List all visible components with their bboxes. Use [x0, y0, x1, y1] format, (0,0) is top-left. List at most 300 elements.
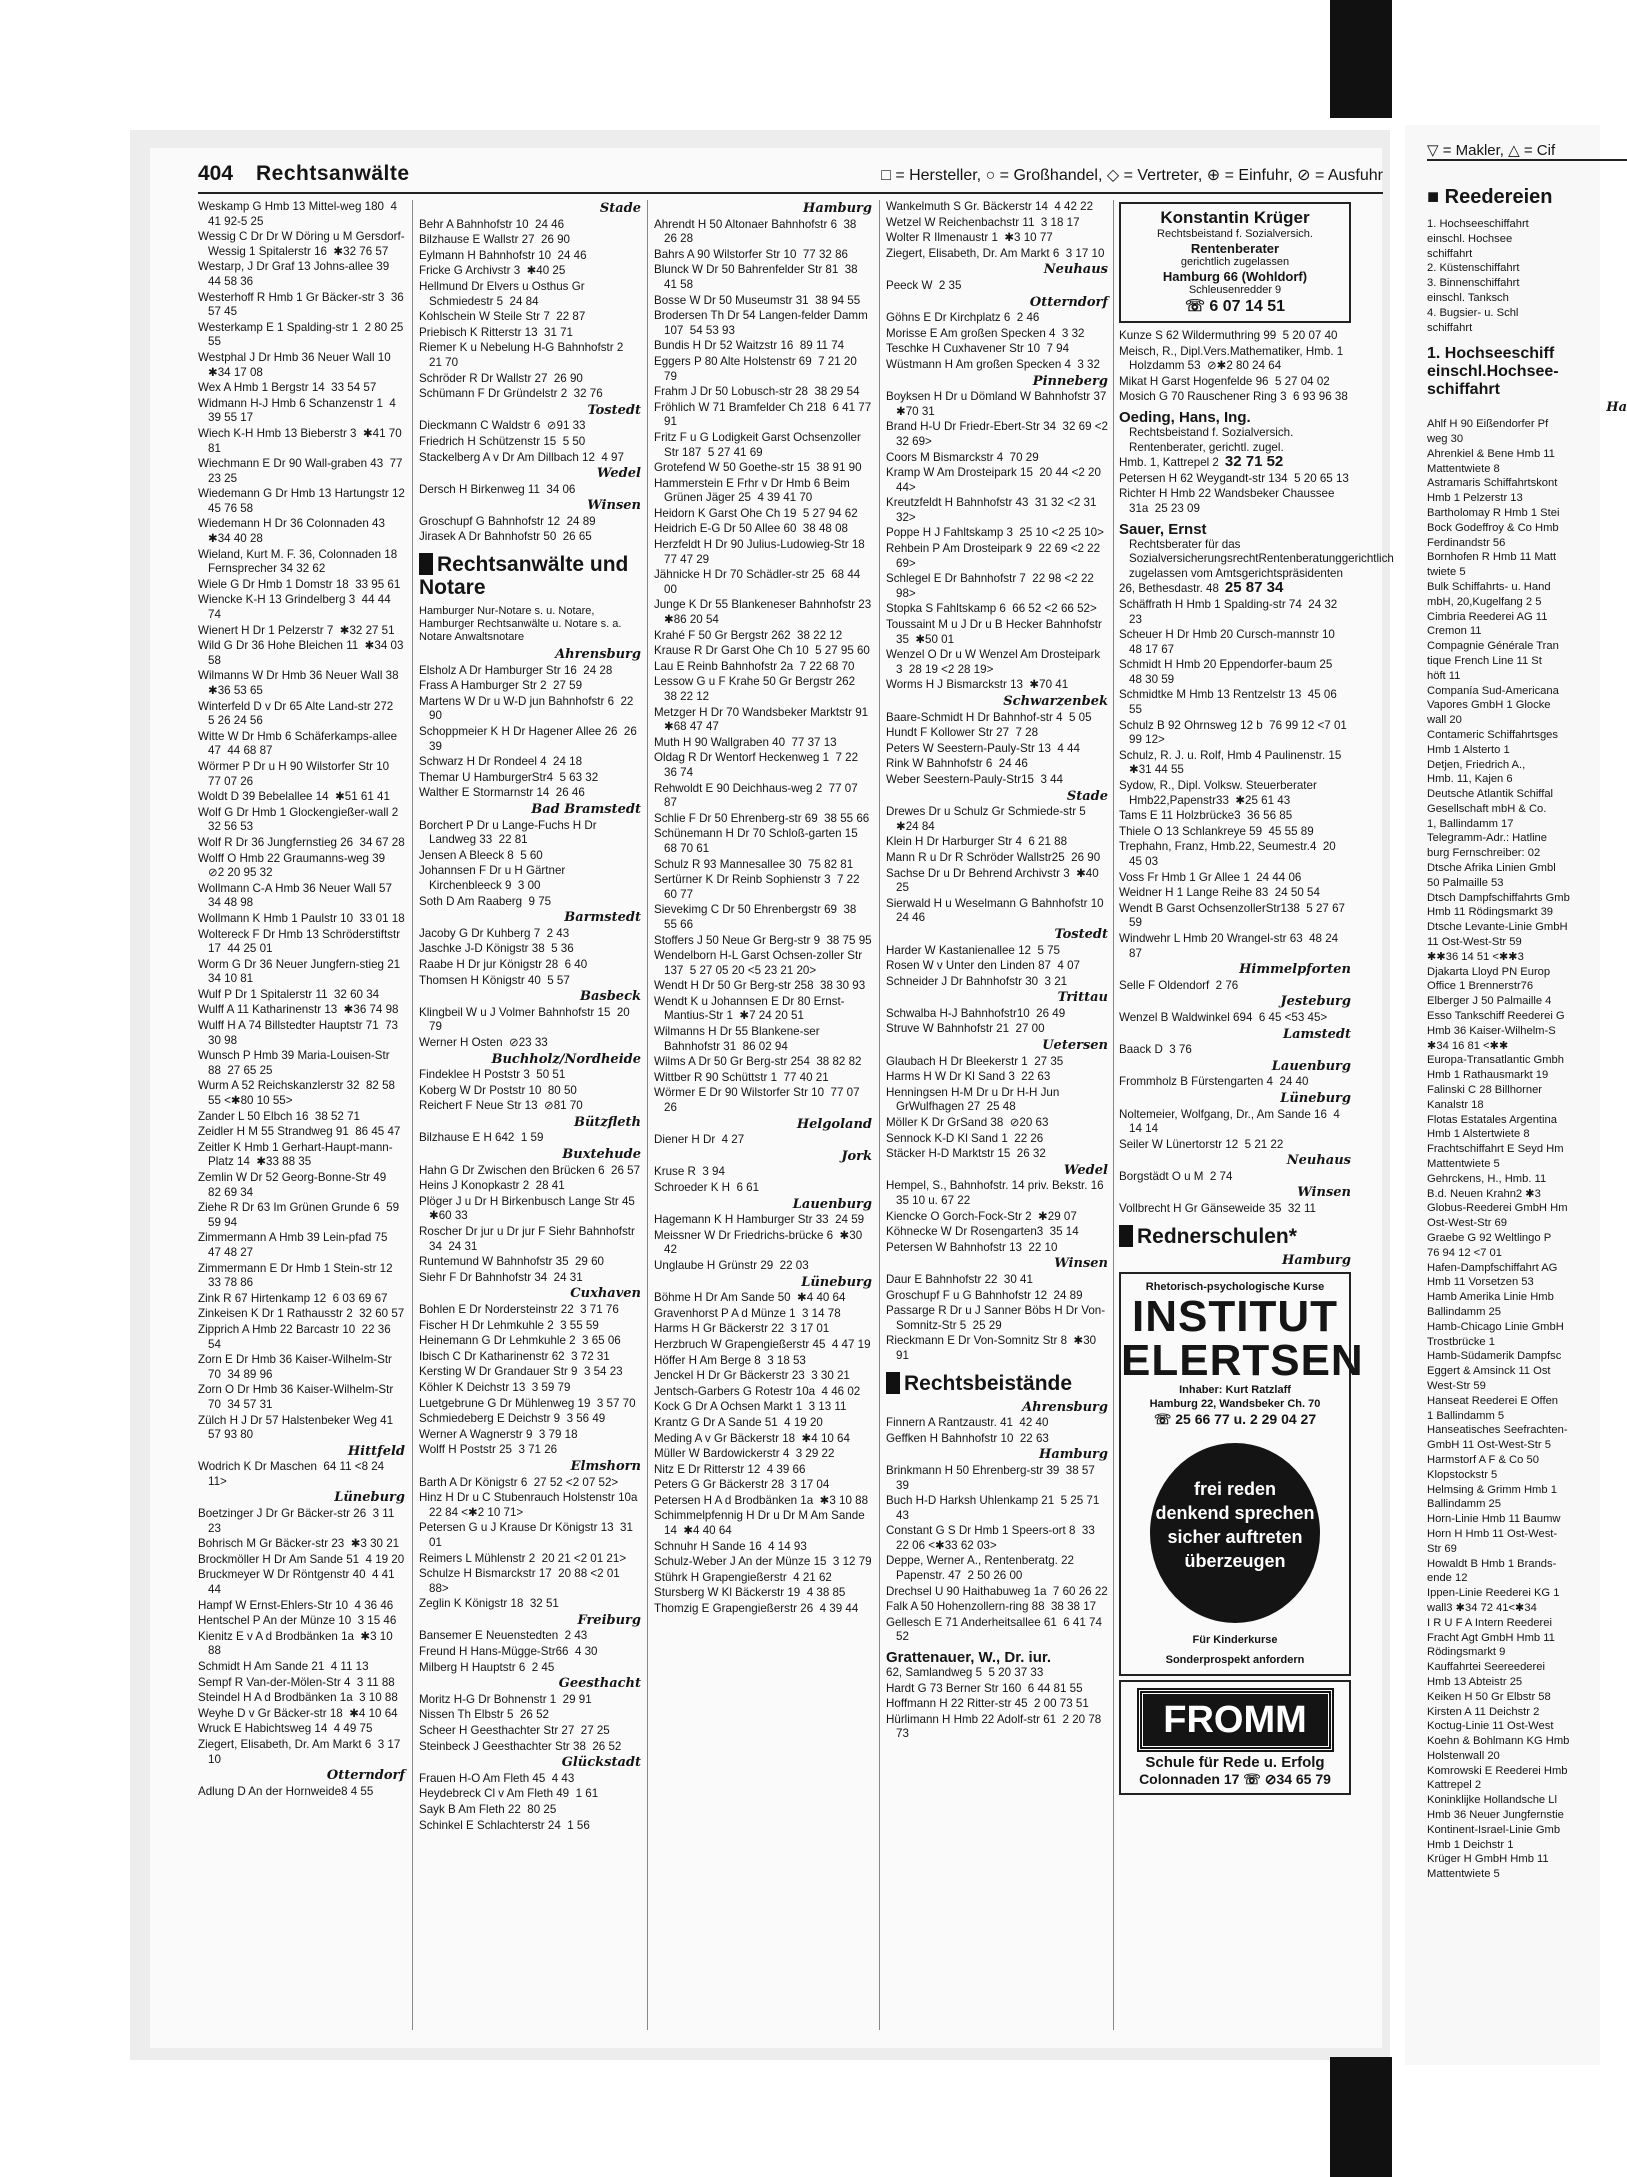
directory-entry: Ippen-Linie Reederei KG 1 [1427, 1587, 1560, 1600]
directory-entry: Borgstädt O u M 2 74 [1119, 1169, 1233, 1183]
directory-entry: Runtemund W Bahnhofstr 35 29 60 [419, 1255, 604, 1269]
directory-entry: Hanseatisches Seefrachten- [1427, 1424, 1568, 1437]
directory-entry: Frommholz B Fürstengarten 4 24 40 [1119, 1075, 1309, 1089]
place-heading: Buchholz/Nordheide [491, 1051, 641, 1067]
directory-entry: Mattentwiete 5 [1427, 1158, 1500, 1171]
directory-entry: Schwalba H-J Bahnhofstr10 26 49 [886, 1006, 1066, 1020]
directory-entry: Mikat H Garst Hogenfelde 96 5 27 04 02 [1119, 374, 1330, 388]
directory-entry: Kruse R 3 94 [654, 1165, 725, 1179]
directory-entry: Wolff H Poststr 25 3 71 26 [419, 1443, 558, 1457]
directory-entry: Glaubach H Dr Bleekerstr 1 27 35 [886, 1054, 1064, 1068]
directory-entry: Geffken H Bahnhofstr 10 22 63 [886, 1431, 1049, 1445]
directory-entry: Horn H Hmb 11 Ost-West- [1427, 1527, 1558, 1540]
directory-entry: Wolf R Dr 36 Jungfernstieg 26 34 67 28 [198, 835, 405, 849]
directory-entry: Rieckmann E Dr Von-Somnitz Str 8 ✱30 91 [886, 1334, 1100, 1362]
directory-entry: Ibisch C Dr Katharinenstr 62 3 72 31 [419, 1349, 610, 1363]
category-marker [886, 1372, 900, 1394]
directory-entry: Sempf R Van-der-Mölen-Str 4 3 11 88 [198, 1675, 395, 1689]
directory-entry: Coors M Bismarckstr 4 70 29 [886, 450, 1039, 464]
directory-entry: Voss Fr Hmb 1 Gr Allee 1 24 44 06 [1119, 870, 1302, 884]
directory-entry: Wiedemann G Dr Hmb 13 Hartungstr 12 45 76 58 [198, 487, 412, 515]
directory-entry: Wittber R 90 Schüttstr 1 77 40 21 [654, 1070, 829, 1084]
directory-entry: Worm G Dr 36 Neuer Jungfern-stieg 21 34 10 81 [198, 957, 407, 986]
directory-entry: Hardt G 73 Berner Str 160 6 44 81 55 [886, 1681, 1083, 1695]
ad-fromm [1119, 1680, 1351, 1795]
directory-entry: Scheuer H Dr Hmb 20 Cursch-mannstr 10 48 17 67 [1119, 628, 1342, 656]
directory-entry: Kattrepel 2 [1427, 1779, 1482, 1792]
directory-entry: Wiencke K-H 13 Grindelberg 3 44 44 74 [198, 593, 394, 622]
directory-entry: Cimbria Reederei AG 11 [1427, 610, 1548, 623]
directory-entry: Wienert H Dr 1 Pelzerstr 7 ✱32 27 51 [198, 623, 395, 637]
place-heading: Otterndorf [1029, 294, 1108, 310]
directory-entry: Nitz E Dr Ritterstr 12 4 39 66 [654, 1462, 806, 1476]
ad-owner: Inhaber: Kurt Ratzlaff [1179, 1383, 1291, 1396]
place-heading: Otterndorf [326, 1768, 405, 1784]
directory-entry: Hmb 11 Vorsetzen 53 [1427, 1276, 1534, 1289]
place-heading: Schwarzenbek [1003, 694, 1108, 709]
directory-entry: Zimmermann A Hmb 39 Lein-pfad 75 47 48 27 [198, 1231, 394, 1259]
place-heading: Jesteburg [1280, 994, 1351, 1010]
directory-entry: Wiele G Dr Hmb 1 Domstr 18 33 95 61 [198, 577, 401, 591]
directory-entry: Sayk B Am Fleth 22 80 25 [419, 1803, 557, 1816]
place-heading: Basbeck [579, 989, 641, 1005]
right-section-title: ■ Reedereien [1427, 186, 1553, 208]
directory-entry: Schmidt H Am Sande 21 4 11 13 [198, 1660, 369, 1673]
directory-entry: Deutsche Atlantik Schiffal [1427, 788, 1554, 801]
directory-entry: Schulz, R. J. u. Rolf, Hmb 4 Paulinenstr. 15 ✱31 44 55 [1119, 748, 1348, 777]
directory-entry: Hmb 1 Rathausmarkt 19 [1427, 1069, 1549, 1082]
directory-entry: Trephahn, Franz, Hmb.22, Seumestr.4 20 45 03 [1119, 840, 1339, 868]
advertiser-name: Sauer, Ernst [1119, 520, 1207, 538]
directory-entry: Metzger H Dr 70 Wandsbeker Marktstr 91 ✱68 47 47 [654, 705, 875, 734]
directory-entry: Wodrich K Dr Maschen 64 11 <8 24 11> [198, 1460, 388, 1488]
place-heading: Ahrensburg [1022, 1399, 1108, 1415]
directory-entry: Horn-Linie Hmb 11 Baumw [1427, 1513, 1561, 1526]
directory-entry: Flotas Estatales Argentina [1427, 1113, 1557, 1126]
directory-entry: Wolf G Dr Hmb 1 Glockengießer-wall 2 32 56 53 [198, 805, 405, 834]
directory-entry: Wiechmann E Dr 90 Wall-graben 43 77 23 25 [198, 457, 406, 485]
directory-entry: Unglaube H Grünstr 29 22 03 [654, 1258, 809, 1272]
directory-entry: Harms H W Dr Kl Sand 3 22 63 [886, 1070, 1051, 1084]
place-heading: Bützfleth [573, 1114, 641, 1130]
directory-entry: Blunck W Dr 50 Bahrenfelder Str 81 38 41 58 [654, 263, 861, 291]
directory-entry: Heidrich E-G Dr 50 Allee 60 38 48 08 [654, 522, 848, 536]
directory-entry: Bansemer E Neuenstedten 2 43 [419, 1629, 588, 1643]
directory-entry: Zander L 50 Elbch 16 38 52 71 [198, 1109, 361, 1123]
directory-entry: Hmb 13 Abteistr 25 [1427, 1675, 1523, 1688]
directory-entry: Eylmann H Bahnhofstr 10 24 46 [419, 248, 587, 262]
directory-entry: Windwehr L Hmb 20 Wrangel-str 63 48 24 87 [1119, 931, 1342, 960]
directory-entry: 1 Ballindamm 5 [1427, 1409, 1505, 1422]
ad-line: Hmb. 1, Kattrepel 2 [1119, 456, 1219, 470]
directory-entry: Ziegert, Elisabeth, Dr. Am Markt 6 3 17 10 [886, 246, 1105, 260]
directory-entry: ✱✱36 14 51 <✱✱3 [1427, 950, 1524, 963]
directory-entry: Bahrs A 90 Wilstorfer Str 10 77 32 86 [654, 247, 848, 261]
directory-entry: Oldag R Dr Wentorf Heckenweg 1 7 22 36 74 [654, 751, 862, 779]
category-list-item: 1. Hochseeschiffahrt [1427, 218, 1529, 230]
category-list-item: 3. Binnenschiffahrt [1427, 277, 1520, 290]
directory-entry: Mosich G 70 Rauschener Ring 3 6 93 96 38 [1119, 390, 1348, 404]
directory-entry: Stäcker H-D Marktstr 15 26 32 [886, 1147, 1046, 1161]
directory-entry: Boetzinger J Dr Gr Bäcker-str 26 3 11 23 [198, 1507, 398, 1535]
directory-entry: Klopstockstr 5 [1427, 1468, 1498, 1481]
directory-entry: Jähnicke H Dr 70 Schädler-str 25 68 44 00 [654, 568, 864, 596]
directory-entry: Brand H-U Dr Friedr-Ebert-Str 34 32 69 <2 32 69> [886, 420, 1112, 448]
place-heading: Cuxhaven [570, 1286, 641, 1302]
directory-entry: Komrowski E Reederei Hmb [1427, 1764, 1568, 1777]
place-heading: Hamburg [1039, 1447, 1108, 1463]
directory-entry: Westerhoff R Hmb 1 Gr Bäcker-str 3 36 57 45 [198, 290, 407, 319]
directory-entry: Thomzig E Grapengießerstr 26 4 39 44 [654, 1602, 859, 1616]
directory-entry: Detjen, Friedrich A., [1427, 758, 1526, 771]
directory-entry: Teschke H Cuxhavener Str 10 7 94 [886, 342, 1070, 356]
directory-entry: Str 69 [1427, 1542, 1457, 1555]
directory-entry: Frachtschiffahrt E Seyd Hm [1427, 1143, 1564, 1156]
directory-entry: 76 94 12 <7 01 [1427, 1246, 1502, 1259]
directory-entry: Walther E Stormarnstr 14 26 46 [419, 786, 585, 800]
place-heading: Stade [1066, 788, 1108, 804]
directory-entry: Göhns E Dr Kirchplatz 6 2 46 [886, 311, 1040, 325]
directory-entry: Mattentwiete 8 [1427, 462, 1500, 475]
category-marker [419, 553, 433, 575]
directory-entry: Hamb-Chicago Linie GmbH [1427, 1320, 1564, 1333]
directory-entry: Roscher Dr jur u Dr jur F Siehr Bahnhofstr 34 24 31 [419, 1225, 639, 1253]
directory-entry: Seiler W Lünertorstr 12 5 21 22 [1119, 1137, 1284, 1151]
directory-entry: Bornhofen R Hmb 11 Matt [1427, 551, 1557, 564]
directory-entry: Wild G Dr 36 Hohe Bleichen 11 ✱34 03 58 [198, 639, 407, 667]
directory-entry: Frass A Hamburger Str 2 27 59 [419, 679, 583, 693]
place-heading: Lüneburg [334, 1490, 405, 1506]
directory-entry: Kramp W Am Drosteipark 15 20 44 <2 20 44> [886, 466, 1105, 494]
column-divider [879, 200, 880, 2030]
directory-entry: Priebisch K Ritterstr 13 31 71 [419, 325, 574, 339]
page-number: 404 [198, 162, 234, 185]
directory-entry: Lau E Reinb Bahnhofstr 2a 7 22 68 70 [654, 659, 855, 673]
directory-entry: Brockmöller H Dr Am Sande 51 4 19 20 [198, 1552, 405, 1566]
place-heading: Winsen [587, 498, 641, 514]
directory-entry: Hmb 1 Alstertwiete 8 [1427, 1128, 1530, 1141]
directory-entry: Schulz B 92 Ohrnsweg 12 b 76 99 12 <7 01 99 12> [1119, 718, 1351, 747]
place-heading: Pinneberg [1032, 373, 1108, 389]
directory-entry: Raabe H Dr jur Königstr 28 6 40 [419, 957, 588, 971]
directory-entry: Bulk Schiffahrts- u. Hand [1427, 580, 1551, 593]
place-heading: Hamburg [803, 201, 872, 216]
directory-entry: Ziehe R Dr 63 Im Grünen Grunde 6 59 59 94 [198, 1201, 403, 1229]
ad-slogan: Schule für Rede u. Erfolg [1145, 1753, 1325, 1771]
directory-entry: Wendelborn H-L Garst Ochsen-zoller Str 137 5 27 05 20 <5 23 21 20> [654, 949, 866, 977]
directory-entry: Milberg H Hauptstr 6 2 45 [419, 1660, 555, 1674]
directory-entry: Sierwald H u Weselmann G Bahnhofstr 10 24 46 [886, 896, 1111, 925]
directory-entry: Junge K Dr 55 Blankeneser Bahnhofstr 23 ✱86 20 54 [654, 598, 878, 627]
directory-entry: Reimers L Mühlenstr 2 20 21 <2 01 21> [419, 1551, 627, 1565]
directory-entry: 62, Samlandweg 5 5 20 37 33 [886, 1666, 1044, 1680]
slogan-line: denkend sprechen [1155, 1502, 1315, 1523]
directory-entry: Eggert & Amsinck 11 Ost [1427, 1365, 1551, 1378]
place-heading: Buxtehude [562, 1147, 641, 1163]
directory-entry: Office 1 Brennerstr76 [1427, 980, 1534, 993]
category-title: Rechtsanwälte und Notare [419, 553, 629, 600]
directory-entry: Krause R Dr Garst Ohe Ch 10 5 27 95 60 [654, 644, 870, 658]
entry-oeding [1119, 409, 1351, 471]
directory-entry: Schwarz H Dr Rondeel 4 24 18 [419, 755, 583, 769]
directory-entry: Zink R 67 Hirtenkamp 12 6 03 69 67 [198, 1291, 388, 1305]
directory-entry: Reichert F Neue Str 13 ⊘81 70 [419, 1099, 583, 1113]
directory-entry: 1, Ballindamm 17 [1427, 817, 1514, 830]
directory-entry: Struve W Bahnhofstr 21 27 00 [886, 1022, 1045, 1036]
place-heading: Stade [599, 201, 641, 216]
column-4 [886, 200, 1113, 2030]
directory-entry: Bohrisch M Gr Bäcker-str 23 ✱3 30 21 [198, 1537, 400, 1551]
directory-entry: Petersen H A d Brodbänken 1a ✱3 10 88 [654, 1493, 869, 1507]
right-page-column [1427, 185, 1627, 1882]
directory-entry: Daur E Bahnhofstr 22 30 41 [886, 1272, 1033, 1286]
directory-entry: Böhme H Dr Am Sande 50 ✱4 40 64 [654, 1291, 846, 1305]
directory-entry: Witte W Dr Hmb 6 Schäferkamps-allee 47 44 68 87 [198, 729, 401, 758]
directory-entry: I R U F A Intern Reederei [1427, 1616, 1552, 1629]
place-heading: Freiburg [577, 1612, 641, 1628]
directory-entry: Koehn & Bohlmann KG Hmb [1427, 1735, 1570, 1748]
slogan-line: frei reden [1193, 1478, 1277, 1499]
directory-entry: Frauen H-O Am Fleth 45 4 43 [419, 1771, 575, 1785]
directory-entry: Schulz-Weber J An der Münze 15 3 12 79 [654, 1555, 872, 1569]
directory-entry: 11 Ost-West-Str 59 [1427, 936, 1522, 949]
directory-entry: Finnern A Rantzaustr. 41 42 40 [886, 1416, 1049, 1430]
directory-entry: Wüstmann H Am großen Specken 4 3 32 [886, 357, 1100, 371]
directory-entry: Fröhlich W 71 Bramfelder Ch 218 6 41 77 91 [654, 400, 875, 429]
directory-entry: Fricke G Archivstr 3 ✱40 25 [419, 264, 566, 278]
directory-entry: Sievekimg C Dr 50 Ehrenbergstr 69 38 55 66 [654, 903, 860, 931]
directory-entry: Koctug-Linie 11 Ost-West [1427, 1720, 1554, 1733]
category-list-item: schiffahrt [1427, 321, 1473, 334]
category-list [1427, 217, 1627, 335]
directory-entry: Rink W Bahnhofstr 6 24 46 [886, 757, 1028, 771]
directory-entry: Wilms A Dr 50 Gr Berg-str 254 38 82 82 [654, 1055, 862, 1069]
ad-footer: Sonderprospekt anfordern [1165, 1654, 1305, 1667]
right-page-header: ▽ = Makler, △ = Cif [1427, 141, 1627, 161]
directory-entry: Dtsche Afrika Linien Gmbl [1427, 862, 1556, 875]
directory-entry: Hmb 1 Alsterto 1 [1427, 743, 1510, 756]
directory-entry: Mann R u Dr R Schröder Wallstr25 26 90 [886, 850, 1101, 864]
place-heading: Lüneburg [1280, 1090, 1351, 1106]
directory-entry: Zorn O Dr Hmb 36 Kaiser-Wilhelm-Str 70 34 57 31 [198, 1383, 397, 1411]
directory-entry: Jentsch-Garbers G Rotestr 10a 4 46 02 [654, 1384, 861, 1398]
ad-line: gerichtlich zugelassen vom Amtsgerichtspräsidenten [1129, 552, 1398, 580]
slogan-line: überzeugen [1184, 1550, 1286, 1571]
ad-line: 26, Bethesdastr. 48 [1119, 582, 1219, 596]
directory-entry: Jaschke J-D Königstr 38 5 36 [419, 942, 574, 956]
place-heading: Uetersen [1042, 1038, 1108, 1054]
ad-title: ELERTSEN [1121, 1335, 1364, 1385]
directory-entry: Gehrckens, H., Hmb. 11 [1427, 1172, 1547, 1185]
directory-entry: Wex A Hmb 1 Bergstr 14 33 54 57 [198, 381, 377, 395]
category-list-item: einschl. Tanksch [1427, 291, 1509, 304]
directory-entry: 50 Palmaille 53 [1427, 876, 1504, 889]
directory-entry: Meding A v Gr Bäckerstr 18 ✱4 10 64 [654, 1431, 850, 1445]
directory-entry: Fracht Agt GmbH Hmb 11 [1427, 1631, 1555, 1644]
place-heading: Ha [1606, 400, 1627, 416]
directory-entry: Frahm J Dr 50 Lobusch-str 28 38 29 54 [654, 385, 860, 399]
place-heading: Ahrensburg [555, 647, 641, 663]
directory-entry: Hentschel P An der Münze 10 3 15 46 [198, 1614, 397, 1628]
directory-entry: Schinkel E Schlachterstr 24 1 56 [419, 1818, 590, 1832]
place-heading: Neuhaus [1286, 1153, 1351, 1169]
book-page-left [150, 148, 1398, 2048]
directory-entry: Cremon 11 [1427, 625, 1482, 638]
directory-entry: Sachse Dr u Dr Behrend Archivstr 3 ✱40 25 [886, 866, 1102, 895]
directory-entry: Bilzhause E Wallstr 27 26 90 [419, 233, 571, 247]
directory-entry: Schröder R Dr Wallstr 27 26 90 [419, 371, 583, 385]
directory-entry: ende 12 [1427, 1572, 1468, 1585]
ad-address: Colonnaden 17 [1139, 1771, 1240, 1788]
directory-entry: Sydow, R., Dipl. Volksw. Steuerberater Hmb22,Papenstr33 ✱25 61 43 [1119, 779, 1321, 807]
place-heading: Lauenburg [1271, 1058, 1351, 1074]
category-list-item: schiffahrt [1427, 247, 1473, 260]
advertiser-name: Oeding, Hans, Ing. [1119, 408, 1251, 426]
ad-line: Schleusenredder 9 [1188, 284, 1282, 296]
directory-entry: Dieckmann C Waldstr 6 ⊘91 33 [419, 419, 586, 433]
category-heading [886, 1372, 1108, 1395]
directory-entry: Hundt F Kollower Str 27 7 28 [886, 726, 1039, 740]
directory-entry: Hoffmann H 22 Ritter-str 45 2 00 73 51 [886, 1697, 1089, 1711]
directory-entry: Bosse W Dr 50 Museumstr 31 38 94 55 [654, 293, 861, 307]
directory-entry: Kienitz E v A d Brodbänken 1a ✱3 10 88 [198, 1629, 396, 1658]
directory-entry: Wendt B Garst OchsenzollerStr138 5 27 67 59 [1119, 901, 1349, 930]
directory-columns [198, 200, 1398, 2030]
ad-tagline: Rhetorisch-psychologische Kurse [1145, 1281, 1325, 1294]
directory-entry: Hellmund Dr Elvers u Osthus Gr Schmiedestr 5 24 84 [419, 279, 588, 308]
directory-entry: Petersen G u J Krause Dr Königstr 13 31 01 [419, 1521, 637, 1549]
directory-entry: Globus-Reederei GmbH Hm [1427, 1202, 1568, 1215]
directory-entry: Krahé F 50 Gr Bergstr 262 38 22 12 [654, 628, 843, 642]
ad-address-row [1119, 579, 1351, 597]
column-2 [419, 200, 644, 2030]
directory-entry: Bilzhause E H 642 1 59 [419, 1131, 544, 1145]
directory-entry: Gravenhorst P A d Münze 1 3 14 78 [654, 1306, 841, 1320]
directory-entry: Muth H 90 Wallgraben 40 77 37 13 [654, 735, 837, 749]
directory-entry: Schmidt H Hmb 20 Eppendorfer-baum 25 48 30 59 [1119, 658, 1339, 686]
category-list-item: 2. Küstenschiffahrt [1427, 262, 1520, 275]
directory-entry: Schimmelpfennig H Dr u Dr M Am Sande 14 ✱4 40 64 [654, 1509, 868, 1538]
place-heading: Neuhaus [1043, 262, 1108, 278]
ad-phone: 25 87 34 [1224, 579, 1284, 597]
directory-entry: Jenckel H Dr Gr Bäckerstr 23 3 30 21 [654, 1369, 850, 1383]
directory-entry: Compagnie Générale Tran [1427, 640, 1559, 653]
directory-entry: GmbH 11 Ost-West-Str 5 [1427, 1439, 1551, 1452]
directory-entry: Brodersen Th Dr 54 Langen-felder Damm 107 54 53 93 [654, 309, 871, 337]
place-heading: Himmelpforten [1239, 962, 1351, 978]
directory-entry: Kauffahrtei Seereederei [1427, 1661, 1545, 1674]
place-heading: Wedel [1063, 1162, 1108, 1178]
advertiser-name: Konstantin Krüger [1160, 208, 1310, 227]
directory-entry: Herzfeldt H Dr 90 Julius-Ludowieg-Str 18 77 47 29 [654, 538, 872, 566]
directory-entry: Wulf P Dr 1 Spitalerstr 11 32 60 34 [198, 987, 380, 1001]
directory-entry: Kock G Dr A Ochsen Markt 1 3 13 11 [654, 1400, 847, 1414]
directory-entry: Wolter R Ilmenaustr 1 ✱3 10 77 [886, 231, 1053, 245]
directory-entry: Contameric Schiffahrtsges [1427, 728, 1558, 741]
directory-entry: Höffer H Am Berge 8 3 18 53 [654, 1353, 806, 1367]
ad-institut-elertsen [1119, 1272, 1364, 1676]
directory-entry: Kreutzfeldt H Bahnhofstr 43 31 32 <2 31 32> [886, 496, 1100, 524]
directory-entry: Peters G Gr Bäckerstr 28 3 17 04 [654, 1478, 830, 1492]
directory-entry: Gellesch E 71 Anderheitsallee 61 6 41 74 52 [886, 1615, 1106, 1644]
directory-entry: Hmb 1 Pelzerstr 13 [1427, 492, 1523, 505]
directory-entry: Zeidler H M 55 Strandweg 91 86 45 47 [198, 1125, 401, 1139]
directory-entry: Schulz R 93 Mannesallee 30 75 82 81 [654, 857, 854, 871]
directory-entry: Hmb 36 Neuer Jungfernstie [1427, 1809, 1564, 1822]
directory-entry: Werner A Wagnerstr 9 3 79 18 [419, 1427, 578, 1441]
directory-entry: Herzbruch W Grapengießerstr 45 4 47 19 [654, 1337, 871, 1351]
directory-entry: Müller W Bardowickerstr 4 3 29 22 [654, 1447, 835, 1461]
place-heading: Helgoland [796, 1116, 872, 1132]
directory-entry: Stoffers J 50 Neue Gr Berg-str 9 38 75 95 [654, 933, 872, 947]
directory-entry: Hafen-Dampfschiffahrt AG [1427, 1261, 1558, 1274]
directory-entry: Hmb 1 Deichstr 1 [1427, 1838, 1514, 1851]
directory-entry: Westphal J Dr Hmb 36 Neuer Wall 10 ✱34 17 08 [198, 350, 398, 379]
directory-entry: Schroeder K H 6 61 [654, 1181, 760, 1194]
ad-phone: ☏ 25 66 77 u. 2 29 04 27 [1153, 1411, 1317, 1428]
directory-entry: Schümann F Dr Gründelstr 2 32 76 [419, 387, 603, 401]
directory-entry: Möller K Dr GrSand 38 ⊘20 63 [886, 1116, 1049, 1130]
column-divider [647, 200, 648, 2030]
directory-entry: Wessig C Dr Dr W Döring u M Gersdorf-Wessig 1 Spitalerstr 16 ✱32 76 57 [198, 230, 405, 258]
directory-entry: Baack D 3 76 [1119, 1043, 1192, 1057]
ad-line: Hamburg 66 (Wohldorf) [1162, 269, 1308, 284]
directory-entry: Graebe G 92 Weltlingo P [1427, 1232, 1552, 1244]
directory-entry: Harms H Gr Bäckerstr 22 3 17 01 [654, 1322, 830, 1336]
directory-entry: Holstenwall 20 [1427, 1749, 1500, 1762]
place-heading: Barmstedt [564, 910, 641, 926]
directory-entry: Klingbeil W u J Volmer Bahnhofstr 15 20 79 [419, 1005, 633, 1034]
directory-entry: Meisch, R., Dipl.Vers.Mathematiker, Hmb. 1 Holzdamm 53 ⊘✱2 80 24 64 [1119, 344, 1347, 373]
directory-entry: Ferdinandstr 56 [1427, 536, 1506, 549]
place-heading: Hamburg [1282, 1252, 1351, 1268]
directory-entry: Borchert P Dr u Lange-Fuchs H Dr Landweg 33 22 81 [419, 818, 600, 847]
directory-entry: Elsholz A Dr Hamburger Str 16 24 28 [419, 663, 613, 677]
directory-entry: Nissen Th Elbstr 5 26 52 [419, 1708, 549, 1722]
directory-entry: Zimmermann E Dr Hmb 1 Stein-str 12 33 78 86 [198, 1261, 400, 1290]
directory-entry: Harder W Kastanienallee 12 5 75 [886, 943, 1061, 957]
directory-entry: Ahrenkiel & Bene Hmb 11 [1427, 447, 1555, 460]
directory-entry: Schäffrath H Hmb 1 Spalding-str 74 24 32 23 [1119, 597, 1341, 626]
directory-entry: Thiele O 13 Schlankreye 59 45 55 89 [1119, 824, 1314, 838]
directory-entry: Rosen W v Unter den Linden 87 4 07 [886, 959, 1080, 973]
directory-entry: Companía Sud-Americana [1427, 684, 1559, 697]
place-heading: Hittfeld [347, 1443, 405, 1459]
directory-entry: Dersch H Birkenweg 11 34 06 [419, 482, 576, 496]
ad-address-row [1119, 453, 1351, 471]
place-heading: Glückstadt [561, 1755, 641, 1771]
cross-reference-note: Hamburger Nur-Notare s. u. Notare, Hamburger Rechtsanwälte u. Notare s. a. Notare Anwaltsnotare [419, 605, 622, 644]
directory-entry: höft 11 [1427, 669, 1461, 682]
column-3 [654, 200, 878, 2030]
category-title: Rednerschulen* [1137, 1224, 1297, 1248]
directory-entry: Schlegel E Dr Bahnhofstr 7 22 98 <2 22 98> [886, 572, 1098, 600]
directory-entry: Elberger J 50 Palmaille 4 [1427, 995, 1552, 1008]
directory-entry: Klein H Dr Harburger Str 4 6 21 88 [886, 835, 1068, 849]
ad-title: Rentenberater [1190, 241, 1280, 256]
directory-entry: Selle F Oldendorf 2 76 [1119, 978, 1239, 992]
directory-entry: Gesellschaft mbH & Co. [1427, 802, 1547, 815]
directory-entry: Dtsch Dampfschiffahrts Gmb [1427, 891, 1570, 904]
directory-entry: Themar U HamburgerStr4 5 63 32 [419, 770, 599, 784]
directory-entry: Helmsing & Grimm Hmb 1 [1427, 1483, 1557, 1496]
place-heading: Lauenburg [792, 1196, 872, 1212]
directory-entry: Kiencke O Gorch-Fock-Str 2 ✱29 07 [886, 1209, 1077, 1223]
directory-entry: Wulff H A 74 Billstedter Hauptstr 71 73 30 98 [198, 1019, 402, 1047]
directory-entry: Weidner H 1 Lange Reihe 83 24 50 54 [1119, 886, 1320, 900]
binding-strip-bottom [1330, 2057, 1392, 2177]
directory-entry: Wunsch P Hmb 39 Maria-Louisen-Str 88 27 65 25 [198, 1049, 393, 1077]
